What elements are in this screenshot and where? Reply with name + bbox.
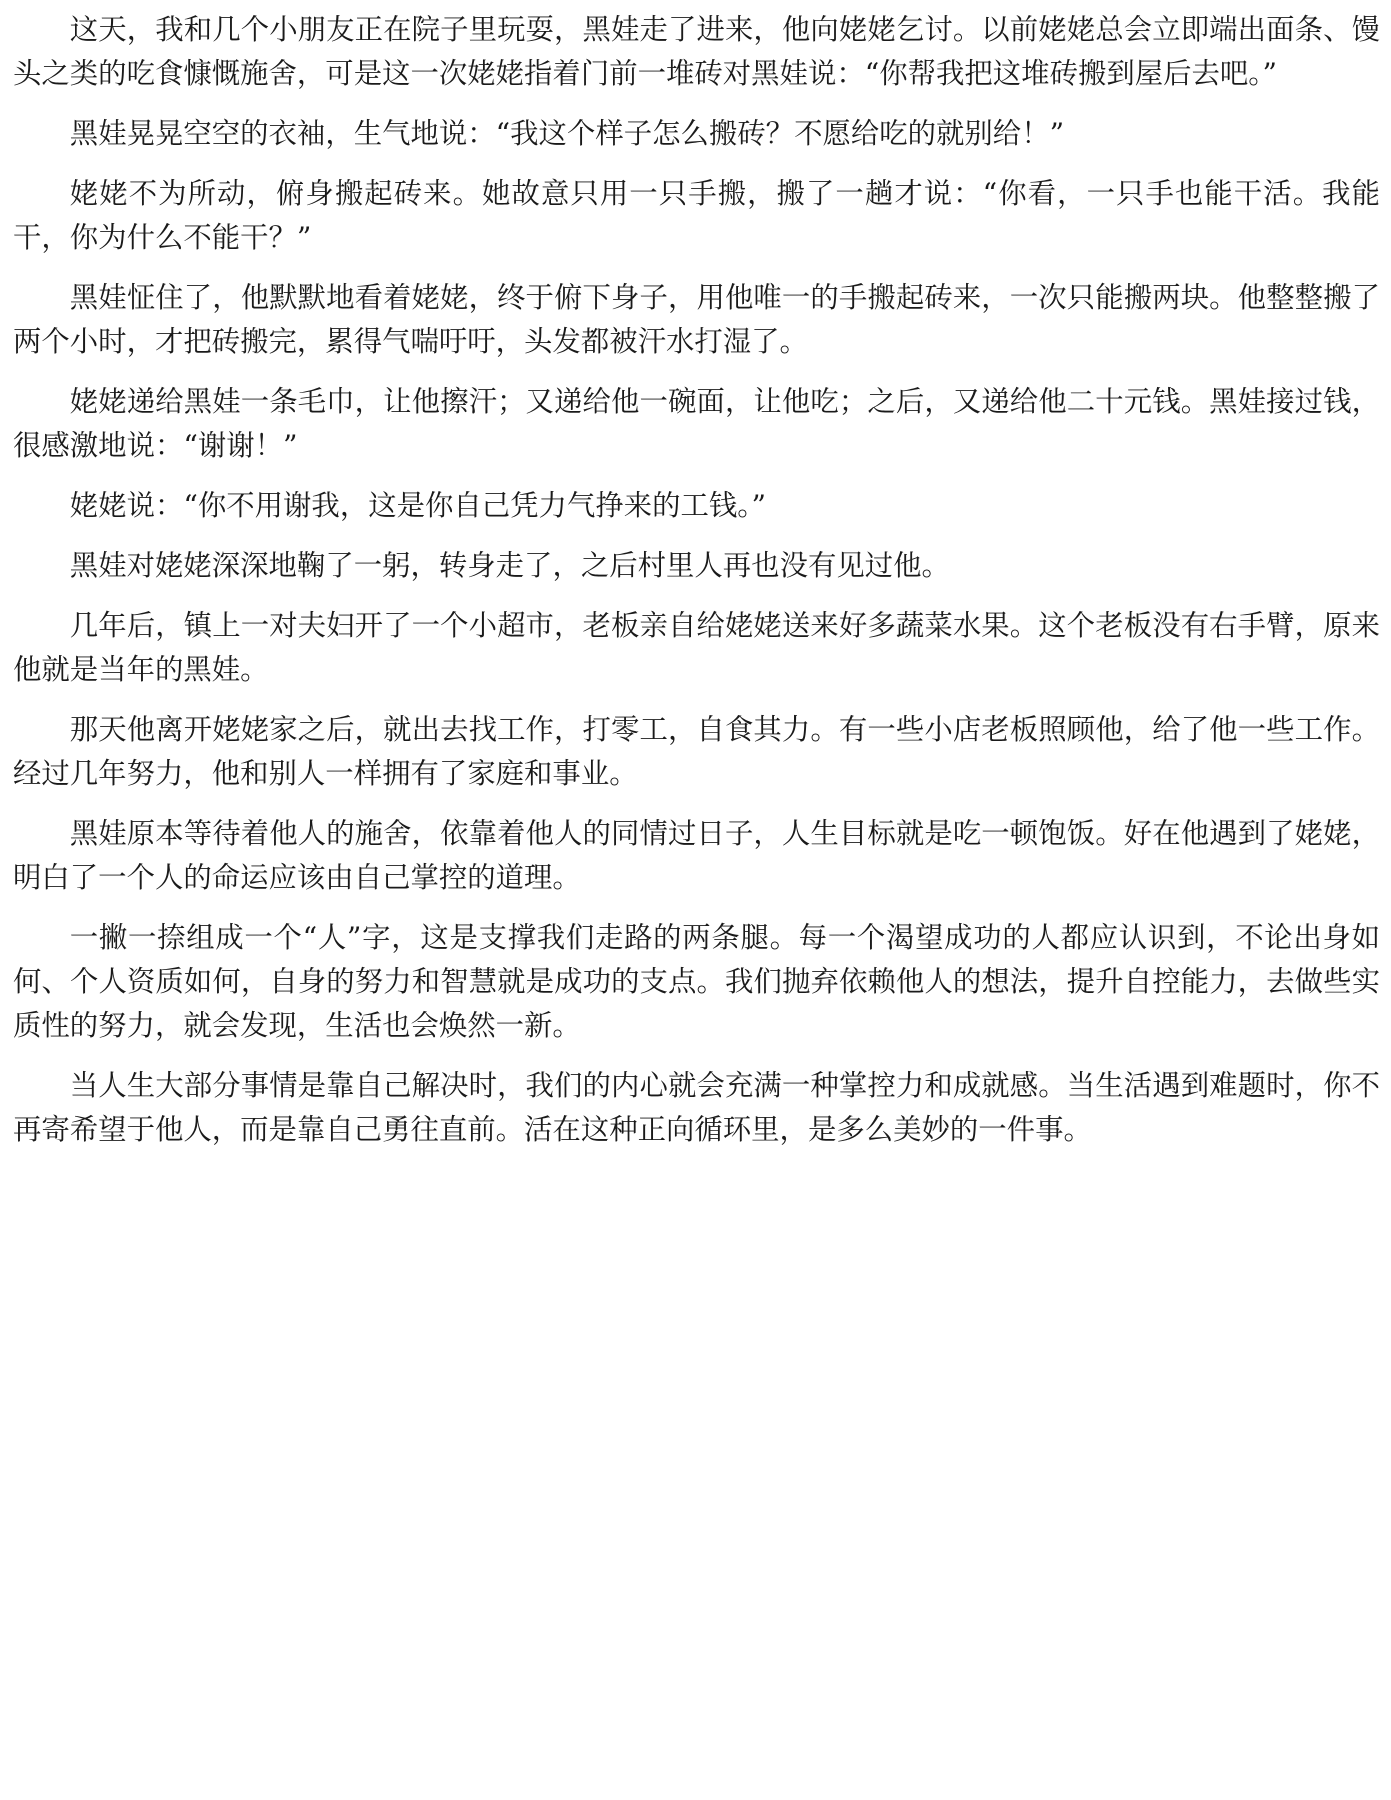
- paragraph-11: 一撇一捺组成一个“人”字，这是支撑我们走路的两条腿。每一个渴望成功的人都应认识到，不论出身如何、个人资质如何，自身的努力和智慧就是成功的支点。我们抛弃依赖他人的想法，提升自控能力，去做些实质性的努力，就会发现，生活也会焕然一新。: [13, 921, 1380, 1042]
- paragraph-12: 当人生大部分事情是靠自己解决时，我们的内心就会充满一种掌控力和成就感。当生活遇到难题时，你不再寄希望于他人，而是靠自己勇往直前。活在这种正向循环里，是多么美妙的一件事。: [13, 1069, 1380, 1146]
- paragraph-4: 黑娃怔住了，他默默地看着姥姥，终于俯下身子，用他唯一的手搬起砖来，一次只能搬两块。他整整搬了两个小时，才把砖搬完，累得气喘吁吁，头发都被汗水打湿了。: [13, 281, 1380, 358]
- paragraph-10: 黑娃原本等待着他人的施舍，依靠着他人的同情过日子，人生目标就是吃一顿饱饭。好在他遇到了姥姥，明白了一个人的命运应该由自己掌控的道理。: [13, 817, 1380, 894]
- paragraph-2: 黑娃晃晃空空的衣袖，生气地说：“我这个样子怎么搬砖？不愿给吃的就别给！”: [69, 117, 1065, 150]
- paragraph-5: 姥姥递给黑娃一条毛巾，让他擦汗；又递给他一碗面，让他吃；之后，又递给他二十元钱。黑娃接过钱，很感激地说：“谢谢！”: [13, 385, 1380, 462]
- paragraph-3: 姥姥不为所动，俯身搬起砖来。她故意只用一只手搬，搬了一趟才说：“你看，一只手也能干活。我能干，你为什么不能干？”: [13, 177, 1380, 254]
- paragraph-7: 黑娃对姥姥深深地鞠了一躬，转身走了，之后村里人再也没有见过他。: [69, 549, 950, 582]
- paragraph-9: 那天他离开姥姥家之后，就出去找工作，打零工，自食其力。有一些小店老板照顾他，给了他一些工作。经过几年努力，他和别人一样拥有了家庭和事业。: [13, 713, 1380, 790]
- paragraph-1: 这天，我和几个小朋友正在院子里玩耍，黑娃走了进来，他向姥姥乞讨。以前姥姥总会立即端出面条、馒头之类的吃食慷慨施舍，可是这一次姥姥指着门前一堆砖对黑娃说：“你帮我把这堆砖搬到屋后去吧。”: [13, 13, 1380, 90]
- paragraph-8: 几年后，镇上一对夫妇开了一个小超市，老板亲自给姥姥送来好多蔬菜水果。这个老板没有右手臂，原来他就是当年的黑娃。: [13, 609, 1380, 686]
- document-page: [13, 8, 1380, 1168]
- paragraph-6: 姥姥说：“你不用谢我，这是你自己凭力气挣来的工钱。”: [69, 489, 767, 522]
